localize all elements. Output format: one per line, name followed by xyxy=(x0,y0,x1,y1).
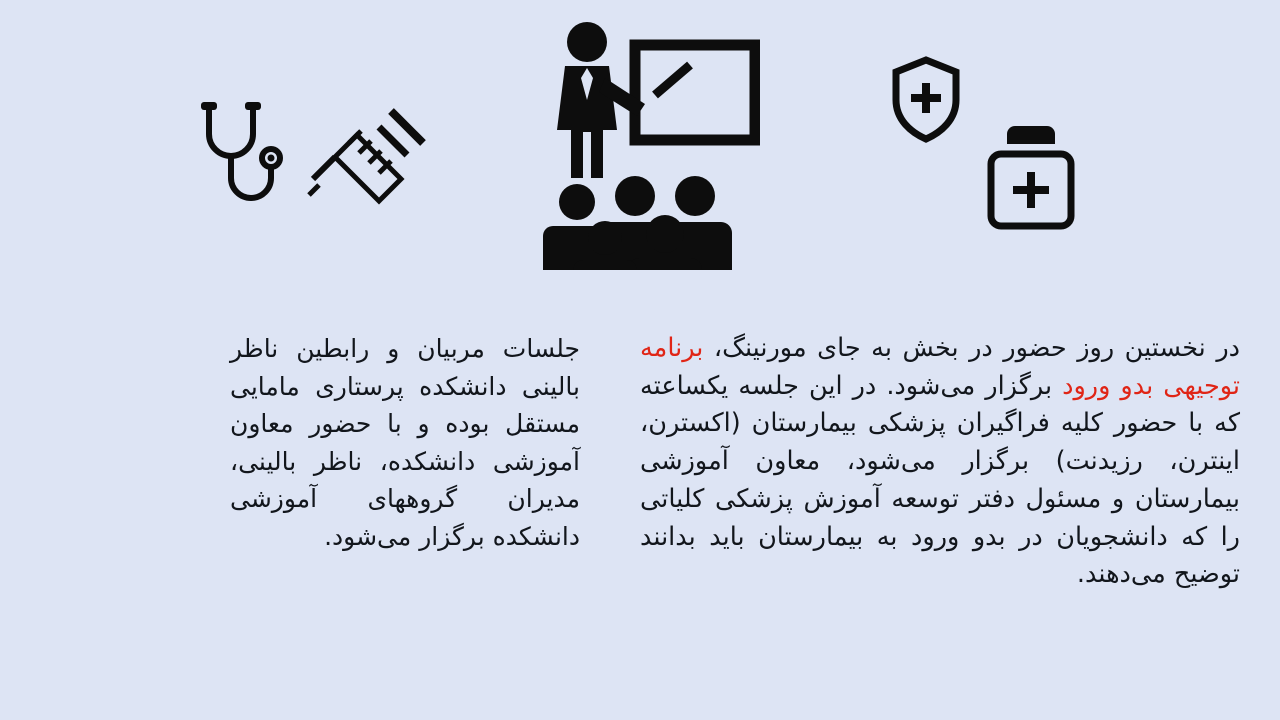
stethoscope-icon xyxy=(195,100,290,220)
syringe-icon xyxy=(305,105,430,230)
right-paragraph-segment-2: برگزار می‌شود. در این جلسه یکساعته که با حضور کلیه فراگیران پزشکی بیمارستان (اکسترن، اینترن، رزیدنت) برگزار می‌شود، معاون آموزشی بیمارستان و مسئول دفتر توسعه آموزش پزشکی کلیاتی را که دانشجویان در بدو ورود به بیمارستان باید بدانند توضیح می‌دهند. xyxy=(640,370,1240,590)
column-left xyxy=(120,310,620,710)
column-right xyxy=(620,310,1280,710)
icon-band xyxy=(0,0,1280,300)
right-paragraph-highlight: برنامه توجیهی بدو ورود xyxy=(640,333,1240,401)
text-columns xyxy=(0,310,1280,710)
medical-shield-icon xyxy=(890,55,962,145)
medicine-bottle-icon xyxy=(985,120,1077,232)
lecture-presentation-icon xyxy=(525,20,760,270)
right-column-paragraph xyxy=(640,330,1240,594)
left-column-paragraph: جلسات مربیان و رابطین ناظر بالینی دانشکده پرستاری مامایی مستقل بوده و با حضور معاون آموزشی دانشکده، ناظر بالینی، مدیران گروههای آموزشی دانشکده برگزار می‌شود. xyxy=(230,334,580,551)
right-paragraph-segment-1: در نخستین روز حضور در بخش به جای مورنینگ، xyxy=(703,333,1240,363)
